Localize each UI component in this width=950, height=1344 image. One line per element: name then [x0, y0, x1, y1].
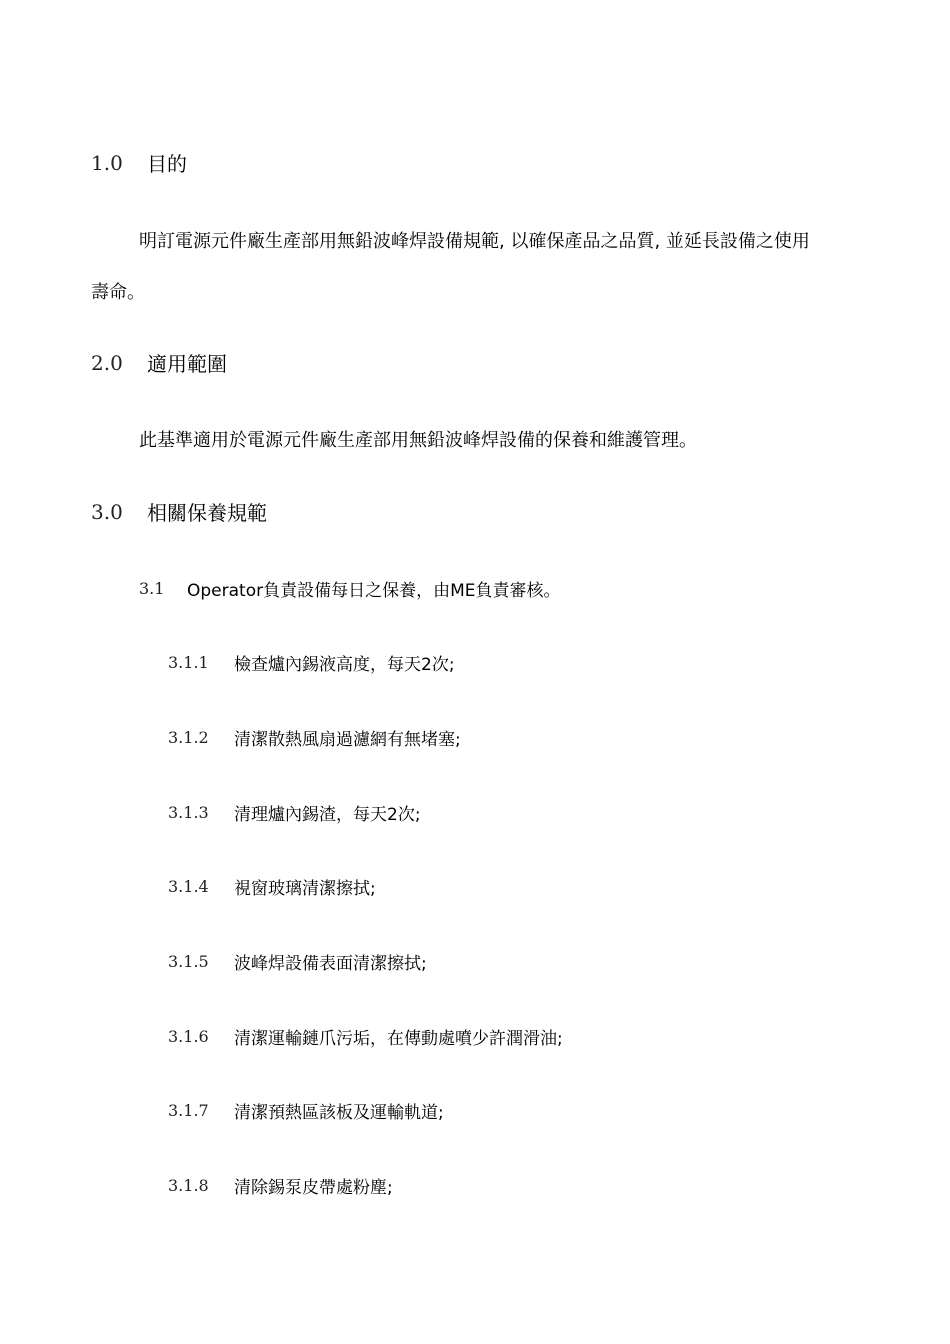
subsection-3-1-text: Operator負責設備每日之保養，由ME負責審核。 [187, 581, 561, 601]
list-item-text: 清理爐內錫渣，每天2次; [234, 805, 421, 825]
section-3-number: 3.0 [91, 500, 123, 524]
section-1-number: 1.0 [91, 151, 123, 175]
section-2-paragraph: 此基準適用於電源元件廠生產部用無鉛波峰焊設備的保養和維護管理。 [139, 430, 697, 451]
list-item-number: 3.1.4 [168, 877, 209, 896]
subsection-3-1-number: 3.1 [139, 579, 165, 598]
list-item-text: 視窗玻璃清潔擦拭; [234, 879, 376, 899]
section-1-paragraph-line1: 明訂電源元件廠生產部用無鉛波峰焊設備規範, 以確保產品之品質, 並延長設備之使用 [139, 231, 810, 252]
list-item-number: 3.1.1 [168, 653, 209, 672]
list-item-text: 清潔預熱區該板及運輸軌道; [234, 1103, 444, 1123]
section-2-number: 2.0 [91, 351, 123, 375]
list-item-number: 3.1.5 [168, 952, 209, 971]
section-1-paragraph-line2: 壽命。 [91, 282, 145, 303]
list-item-number: 3.1.3 [168, 803, 209, 822]
list-item-text: 檢查爐內錫液高度，每天2次; [234, 655, 455, 675]
list-item-number: 3.1.8 [168, 1176, 209, 1195]
list-item-number: 3.1.2 [168, 728, 209, 747]
list-item-text: 波峰焊設備表面清潔擦拭; [234, 954, 427, 974]
list-item-number: 3.1.6 [168, 1027, 209, 1046]
list-item-text: 清除錫泵皮帶處粉塵; [234, 1178, 393, 1198]
section-1-title: 目的 [147, 152, 187, 176]
list-item-text: 清潔運輸鏈爪污垢，在傳動處噴少許潤滑油; [234, 1029, 563, 1049]
list-item-number: 3.1.7 [168, 1101, 209, 1120]
section-3-title: 相關保養規範 [147, 501, 267, 525]
section-2-title: 適用範圍 [147, 352, 227, 376]
list-item-text: 清潔散熱風扇過濾網有無堵塞; [234, 730, 461, 750]
